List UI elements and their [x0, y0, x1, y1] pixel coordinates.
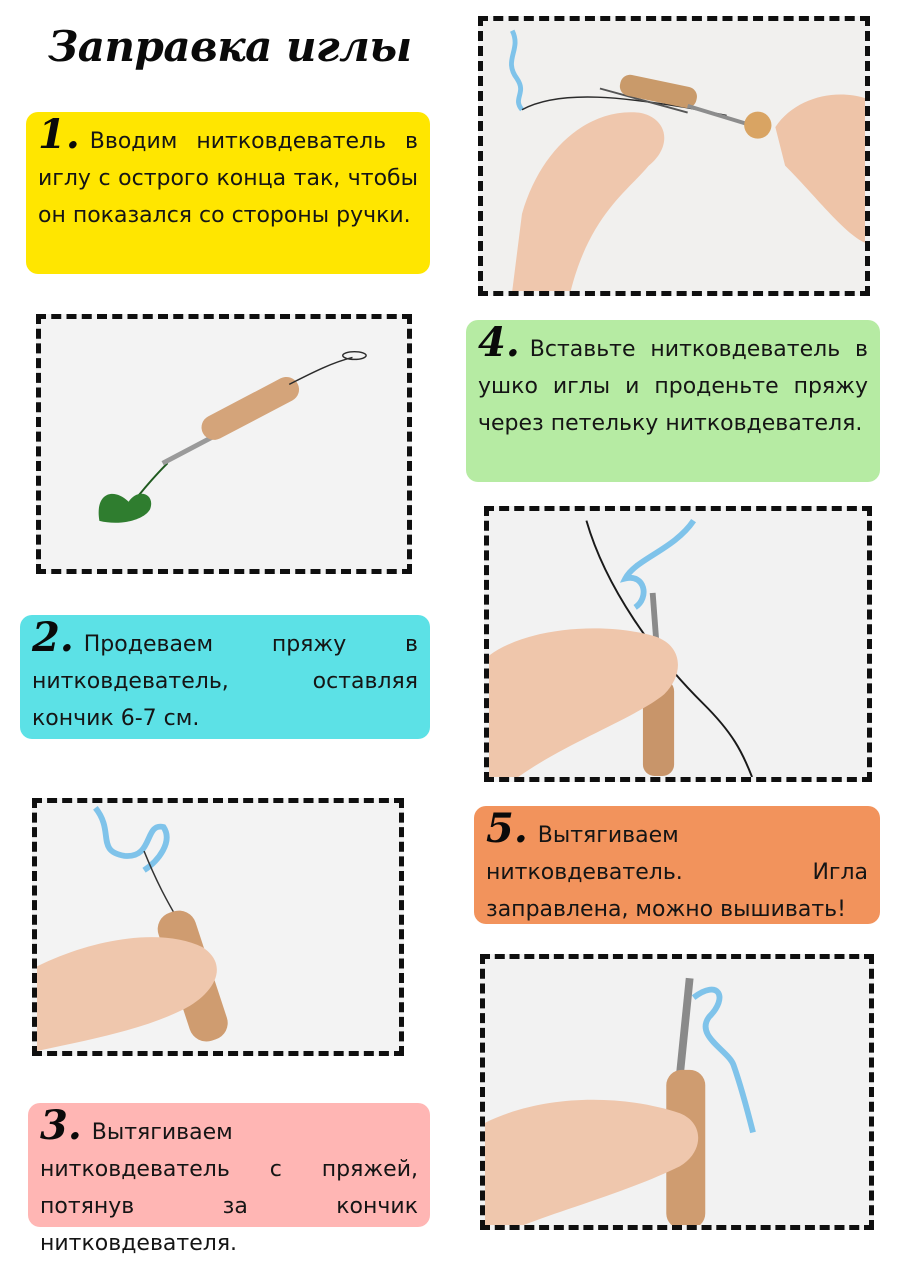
step-1-card — [26, 112, 430, 274]
step-1-number: 1. — [38, 111, 80, 158]
step-2-number: 2. — [32, 614, 74, 661]
step-5-number: 5. — [486, 805, 528, 852]
step-4-text: Вставьте нитковдеватель в ушко иглы и проденьте пряжу через петельку нитковдевателя. — [478, 337, 868, 436]
photo-pulling-threader — [32, 798, 404, 1056]
step-4-number: 4. — [478, 319, 520, 366]
photo-threading-yarn — [484, 506, 872, 782]
step-2-card — [20, 615, 430, 739]
step-5-card — [474, 806, 880, 924]
step-5-text: Вытягиваем нитковдеватель. Игла заправлена, можно вышивать! — [486, 823, 868, 922]
step-3-text: Вытягиваем нитковдеватель с пряжей, потянув за кончик нитковдевателя. — [40, 1120, 418, 1256]
photo-inserting-threader — [478, 16, 870, 296]
step-3-number: 3. — [40, 1102, 82, 1149]
step-2-text: Продеваем пряжу в нитковдеватель, оставляя кончик 6-7 см. — [32, 632, 418, 731]
photo-needle-and-threader — [36, 314, 412, 574]
photo-threaded-needle — [480, 954, 874, 1230]
page-title: Заправка иглы — [48, 22, 412, 71]
step-1-text: Вводим нитковдеватель в иглу с острого конца так, чтобы он показался со стороны ручки. — [38, 129, 418, 228]
step-4-card — [466, 320, 880, 482]
step-3-card — [28, 1102, 430, 1256]
